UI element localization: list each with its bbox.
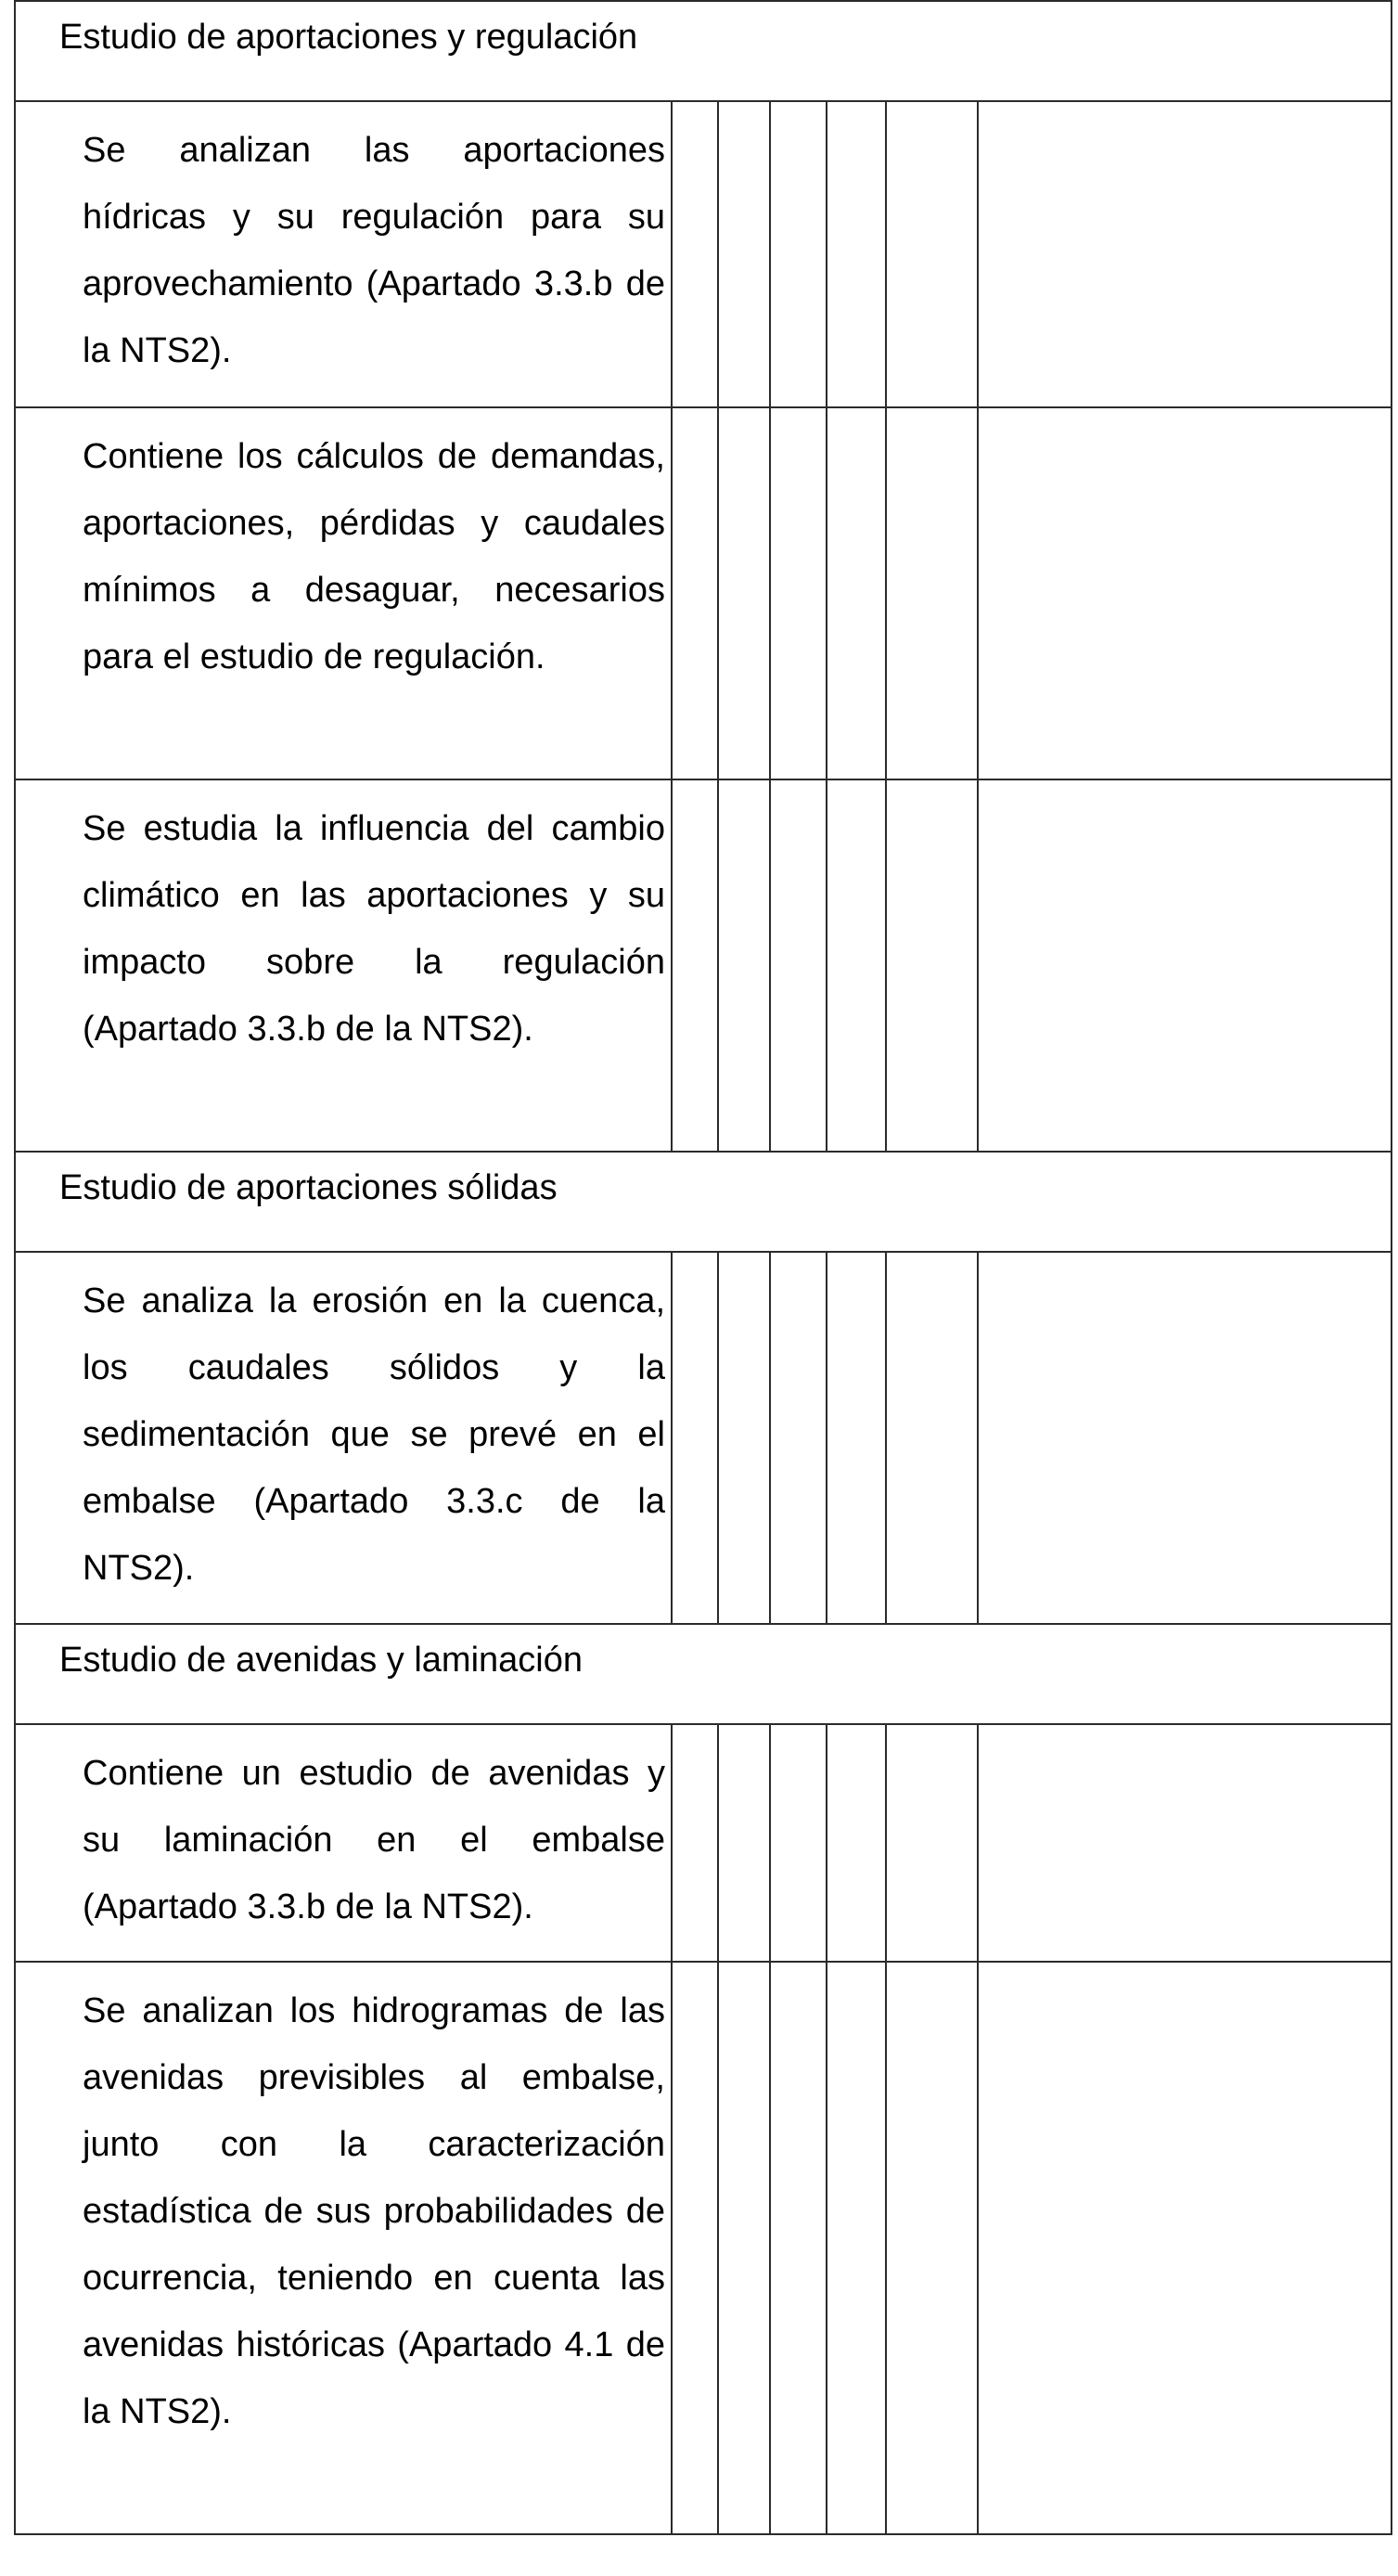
- item-description-cell: [15, 1962, 672, 2534]
- check-cell[interactable]: [886, 1962, 978, 2534]
- check-cell[interactable]: [672, 407, 718, 779]
- check-cell[interactable]: [886, 1252, 978, 1624]
- item-description-cell: [15, 1252, 672, 1624]
- check-cell[interactable]: [886, 1724, 978, 1962]
- check-cell[interactable]: [672, 779, 718, 1152]
- check-cell[interactable]: [886, 101, 978, 407]
- item-description-cell: [15, 407, 672, 779]
- check-cell[interactable]: [886, 407, 978, 779]
- check-cell[interactable]: [886, 779, 978, 1152]
- observations-cell[interactable]: [978, 1962, 1392, 2534]
- checklist-row: [15, 1962, 1392, 2534]
- check-cell[interactable]: [827, 101, 886, 407]
- check-cell[interactable]: [718, 1724, 770, 1962]
- observations-cell[interactable]: [978, 407, 1392, 779]
- item-description-cell: [15, 1724, 672, 1962]
- check-cell[interactable]: [827, 1962, 886, 2534]
- section-title: Estudio de avenidas y laminación: [15, 1624, 1392, 1724]
- item-description-cell: [15, 101, 672, 407]
- check-cell[interactable]: [672, 1252, 718, 1624]
- section-title: Estudio de aportaciones sólidas: [15, 1152, 1392, 1252]
- check-cell[interactable]: [827, 779, 886, 1152]
- check-cell[interactable]: [672, 1724, 718, 1962]
- section-header-row: [15, 1, 1392, 101]
- check-cell[interactable]: [770, 1724, 827, 1962]
- check-cell[interactable]: [718, 779, 770, 1152]
- checklist-row: [15, 1252, 1392, 1624]
- review-checklist-table: [14, 0, 1392, 2535]
- observations-cell[interactable]: [978, 779, 1392, 1152]
- check-cell[interactable]: [770, 101, 827, 407]
- check-cell[interactable]: [770, 1252, 827, 1624]
- check-cell[interactable]: [770, 1962, 827, 2534]
- check-cell[interactable]: [827, 1252, 886, 1624]
- check-cell[interactable]: [672, 1962, 718, 2534]
- section-header-row: [15, 1152, 1392, 1252]
- checklist-row: [15, 101, 1392, 407]
- item-description: Contiene un estudio de avenidas y su laminación en el embalse (Apartado 3.3.b de la NTS2).: [83, 1754, 665, 1926]
- check-cell[interactable]: [672, 101, 718, 407]
- item-description: Se analizan los hidrogramas de las avenidas previsibles al embalse, junto con la caracterización estadística de sus probabilidades de ocurrencia, teniendo en cuenta las avenidas históricas (Apartado 4.1 de la NTS2).: [83, 1991, 665, 2431]
- check-cell[interactable]: [718, 1252, 770, 1624]
- item-description: Se analizan las aportaciones hídricas y su regulación para su aprovechamiento (Apartado 3.3.b de la NTS2).: [83, 131, 665, 370]
- check-cell[interactable]: [718, 1962, 770, 2534]
- observations-cell[interactable]: [978, 1252, 1392, 1624]
- item-description-cell: [15, 779, 672, 1152]
- checklist-row: [15, 1724, 1392, 1962]
- checklist-row: [15, 779, 1392, 1152]
- check-cell[interactable]: [827, 407, 886, 779]
- checklist-row: [15, 407, 1392, 779]
- item-description: Se analiza la erosión en la cuenca, los caudales sólidos y la sedimentación que se prevé en el embalse (Apartado 3.3.c de la NTS2).: [83, 1282, 665, 1588]
- check-cell[interactable]: [770, 779, 827, 1152]
- item-description: Se estudia la influencia del cambio climático en las aportaciones y su impacto sobre la regulación (Apartado 3.3.b de la NTS2).: [83, 809, 665, 1049]
- check-cell[interactable]: [827, 1724, 886, 1962]
- section-header-row: [15, 1624, 1392, 1724]
- observations-cell[interactable]: [978, 1724, 1392, 1962]
- check-cell[interactable]: [718, 407, 770, 779]
- check-cell[interactable]: [718, 101, 770, 407]
- observations-cell[interactable]: [978, 101, 1392, 407]
- check-cell[interactable]: [770, 407, 827, 779]
- item-description: Contiene los cálculos de demandas, aportaciones, pérdidas y caudales mínimos a desaguar, necesarios para el estudio de regulación.: [83, 437, 665, 676]
- section-title: Estudio de aportaciones y regulación: [15, 1, 1392, 101]
